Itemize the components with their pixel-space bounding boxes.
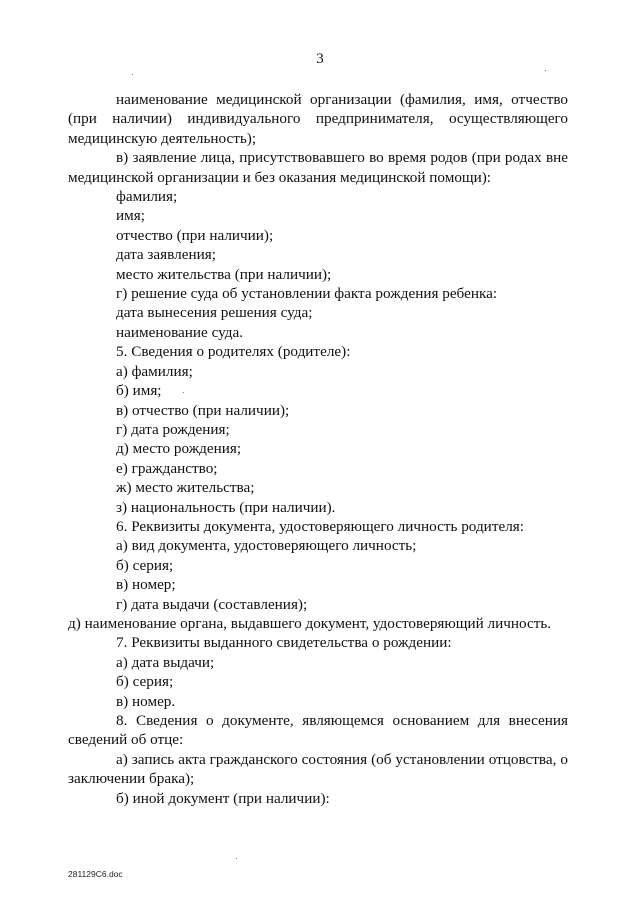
list-item: а) фамилия; <box>116 362 193 380</box>
paragraph: фамилия; <box>116 188 178 206</box>
list-item: е) гражданство; <box>116 459 218 477</box>
list-item: а) вид документа, удостоверяющего личность; <box>116 537 417 555</box>
list-item: д) место рождения; <box>116 440 242 458</box>
list-item: г) дата рождения; <box>116 420 230 438</box>
section-heading: 6. Реквизиты документа, удостоверяющего личность родителя: <box>116 517 524 535</box>
paragraph: дата заявления; <box>116 246 216 264</box>
list-item: в) номер; <box>116 576 176 594</box>
list-item: б) иной документ (при наличии): <box>116 789 330 807</box>
list-item: а) дата выдачи; <box>116 653 215 671</box>
document-filename: 281129C6.doc <box>68 869 123 879</box>
page-number: 3 <box>316 51 324 67</box>
paragraph: дата вынесения решения суда; <box>116 304 313 322</box>
list-item: в) номер. <box>116 692 176 710</box>
paragraph: имя; <box>116 207 145 225</box>
paragraph: г) решение суда об установлении факта рождения ребенка: <box>116 285 498 303</box>
list-item: ж) место жительства; <box>116 479 255 497</box>
paragraph: наименование медицинской организации (фамилия, имя, отчество (при наличии) индивидуального предпринимателя, осуществляющего медицинскую деятельность); <box>68 91 568 147</box>
list-item: б) имя; <box>116 382 162 400</box>
list-item: в) отчество (при наличии); <box>116 401 290 419</box>
section-heading: 7. Реквизиты выданного свидетельства о рождении: <box>116 634 452 652</box>
paragraph: наименование суда. <box>116 323 244 341</box>
scan-speck <box>132 74 133 75</box>
list-item: з) национальность (при наличии). <box>116 498 336 516</box>
section-heading: 5. Сведения о родителях (родителе): <box>116 343 351 361</box>
paragraph: отчество (при наличии); <box>116 226 274 244</box>
list-item: б) серия; <box>116 556 174 574</box>
paragraph: в) заявление лица, присутствовавшего во время родов (при родах вне медицинской организации и без оказания медицинской помощи): <box>68 149 568 186</box>
scan-speck <box>545 70 546 71</box>
list-item: а) запись акта гражданского состояния (об установлении отцовства, о заключении брака); <box>68 750 568 788</box>
list-item: г) дата выдачи (составления); <box>116 595 308 613</box>
list-item: б) серия; <box>116 673 174 691</box>
section-heading: 8. Сведения о документе, являющемся основанием для внесения сведений об отце: <box>68 712 568 749</box>
document-body <box>68 90 568 808</box>
paragraph: место жительства (при наличии); <box>116 265 332 283</box>
scan-speck <box>236 858 237 859</box>
scan-speck <box>183 392 184 393</box>
list-item: д) наименование органа, выдавшего документ, удостоверяющий личность. <box>68 614 552 632</box>
